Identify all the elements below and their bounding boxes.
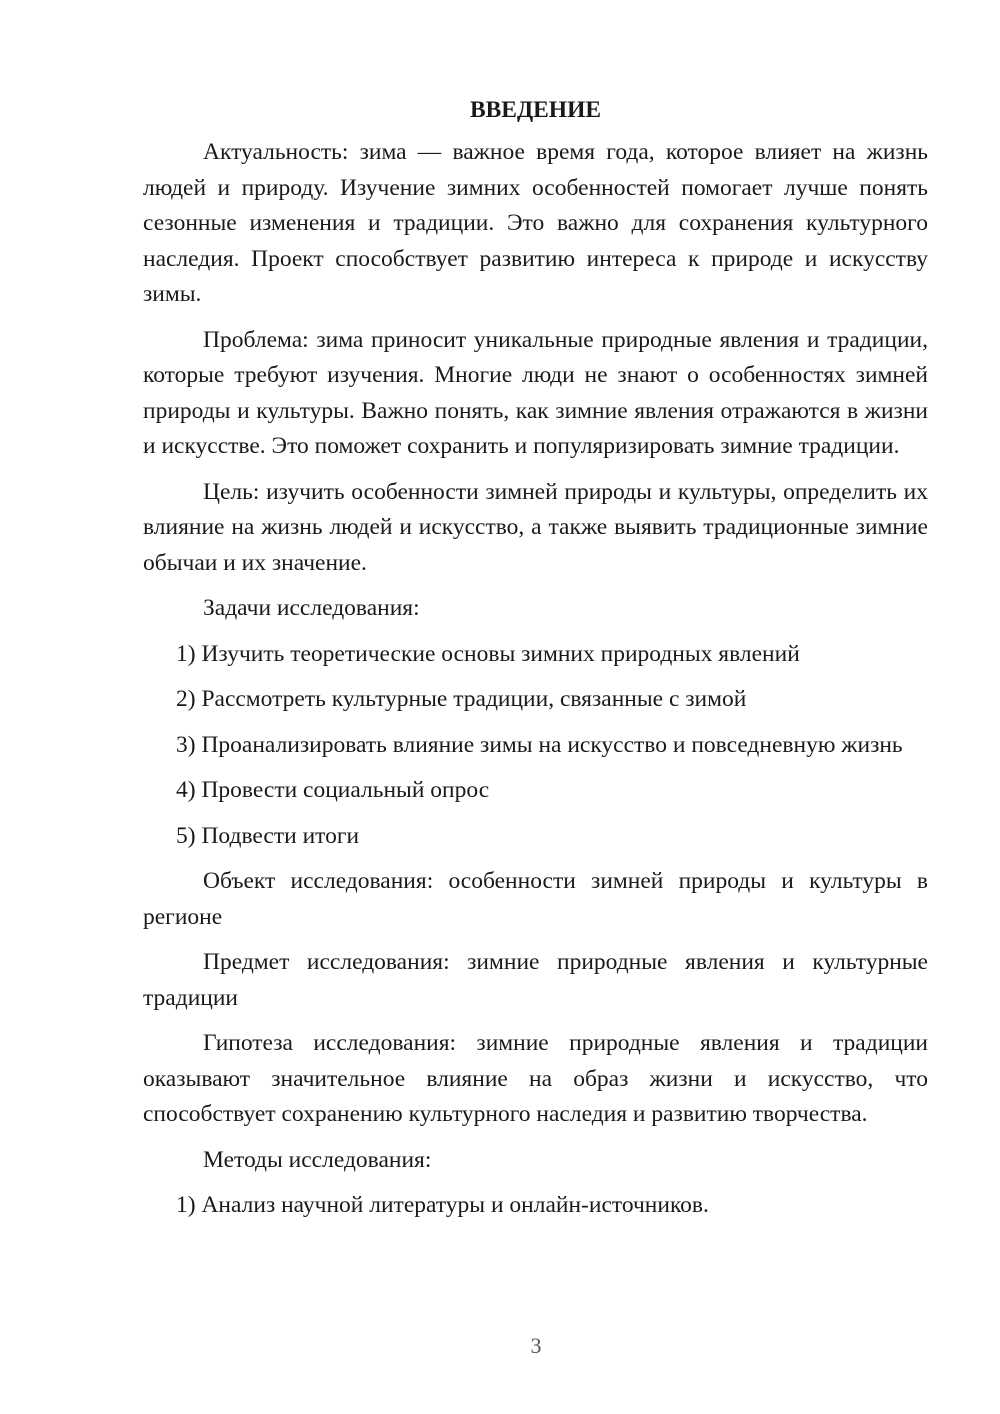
task-item: 3) Проанализировать влияние зимы на искусство и повседневную жизнь: [176, 731, 903, 758]
task-item: 5) Подвести итоги: [176, 822, 360, 849]
section-heading: ВВЕДЕНИЕ: [469, 97, 602, 123]
goal-paragraph: Цель: изучить особенности зимней природы и культуры, определить их влияние на жизнь людей и искусство, а также выявить традиционные зимние обычаи и их значение.: [143, 478, 928, 576]
problem-paragraph: Проблема: зима приносит уникальные природные явления и традиции, которые требуют изучения. Многие люди не знают о особенностях зимней природы и культуры. Важно понять, как зимние явления отражаются в жизни и искусстве. Это поможет сохранить и популяризировать зимние традиции.: [143, 326, 928, 459]
methods-title: Методы исследования:: [203, 1146, 432, 1173]
method-item: 1) Анализ научной литературы и онлайн-источников.: [176, 1192, 709, 1218]
task-item: 2) Рассмотреть культурные традиции, связанные с зимой: [176, 686, 747, 712]
hypothesis-paragraph: Гипотеза исследования: зимние природные явления и традиции оказывают значительное влияние на образ жизни и искусство, что способствует сохранению культурного наследия и развитию творчества.: [143, 1030, 928, 1127]
subject-paragraph: Предмет исследования: зимние природные явления и культурные традиции: [143, 949, 928, 1011]
relevance-paragraph: Актуальность: зима — важное время года, которое влияет на жизнь людей и природу. Изучение зимних особенностей помогает лучше понять сезонные изменения и традиции. Это важно для сохранения культурного наследия. Проект способствует развитию интереса к природе и искусству зимы.: [143, 139, 928, 307]
task-item: 1) Изучить теоретические основы зимних природных явлений: [176, 640, 800, 667]
task-item: 4) Провести социальный опрос: [176, 777, 490, 803]
page-number: 3: [530, 1333, 542, 1358]
document-body: [143, 91, 928, 1234]
object-paragraph: Объект исследования: особенности зимней природы и культуры в регионе: [143, 868, 928, 930]
tasks-title: Задачи исследования:: [203, 595, 420, 621]
